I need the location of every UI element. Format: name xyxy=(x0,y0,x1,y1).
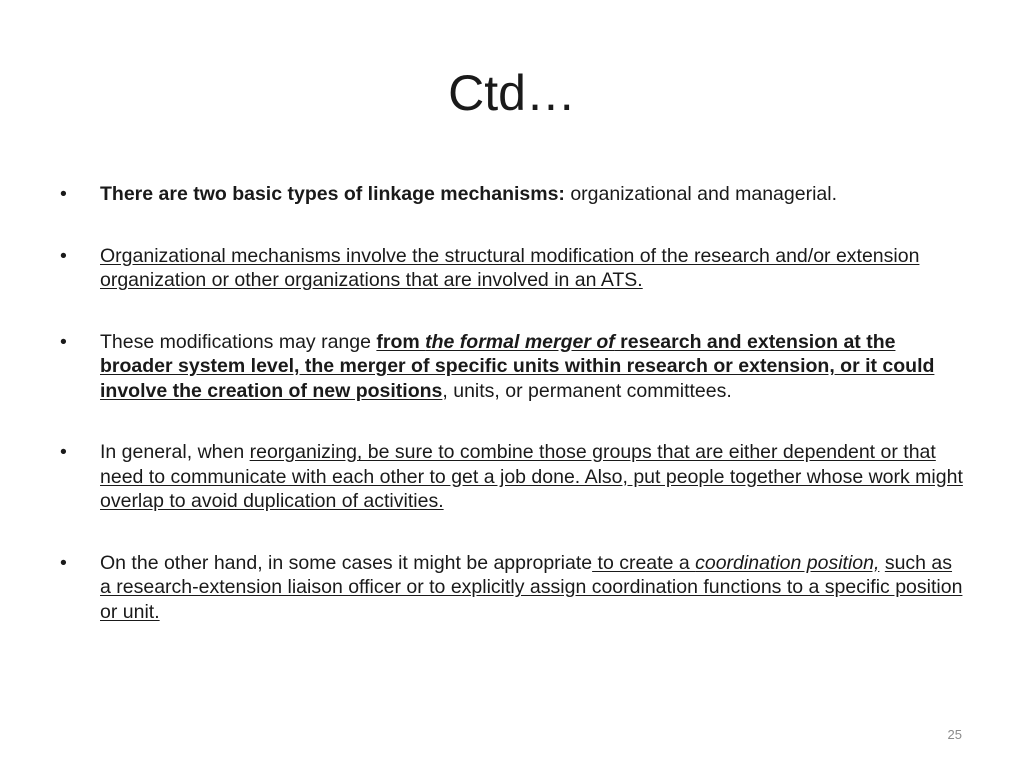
bullet-item-1 xyxy=(60,182,965,207)
bullet-5-underlined-1: to create a xyxy=(592,551,696,574)
bullet-5-plain-start: On the other hand, in some cases it might be appropriate xyxy=(100,551,593,574)
bullet-3-bold-italic: the formal merger of xyxy=(425,330,615,353)
bullet-icon: • xyxy=(60,441,67,463)
bullet-5-italic: coordination position, xyxy=(695,551,880,574)
bullet-3-bold-1: from xyxy=(376,330,426,353)
bullet-item-4 xyxy=(60,440,965,514)
bullet-3-plain-end: , units, or permanent committees. xyxy=(442,379,732,402)
bullet-icon: • xyxy=(60,330,67,353)
bullet-icon: • xyxy=(60,244,67,267)
bullet-icon: • xyxy=(60,551,67,574)
bullet-list xyxy=(60,182,965,661)
bullet-icon: • xyxy=(60,183,67,205)
bullet-3-bold-2: research and extension at the broader system level, the merger of specific units within research or extension, or it could involve the creation of new positions xyxy=(100,330,935,402)
bullet-1-lead: There are two basic types of linkage mechanisms: xyxy=(100,183,565,205)
bullet-4-underlined: reorganizing, be sure to combine those groups that are either dependent or that need to communicate with each other to get a job done. Also, put people together whose work might overlap to avoid duplication of activities. xyxy=(100,441,963,512)
bullet-5-underlined-2: such as a research-extension liaison officer or to explicitly assign coordination functions to a specific position or unit. xyxy=(100,551,963,623)
page-number: 25 xyxy=(947,727,962,742)
slide-title: Ctd… xyxy=(448,65,576,121)
bullet-2-text: Organizational mechanisms involve the structural modification of the research and/or extension organization or other organizations that are involved in an ATS. xyxy=(100,244,920,291)
bullet-1-rest: organizational and managerial. xyxy=(564,183,838,205)
bullet-3-plain-start: These modifications may range xyxy=(100,330,377,353)
bullet-4-plain-start: In general, when xyxy=(100,441,250,463)
bullet-item-5 xyxy=(60,551,965,625)
bullet-item-2 xyxy=(60,244,965,293)
bullet-item-3 xyxy=(60,330,965,404)
